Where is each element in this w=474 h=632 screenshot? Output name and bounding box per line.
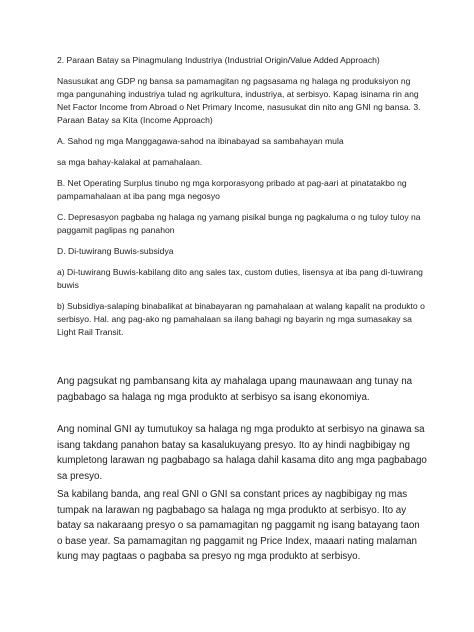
lower-section [57,487,427,565]
item-d-b-subsidiya: b) Subsidiya-salaping binabalikat at binabayaran ng pamahalaan at walang kapalit na produkto o serbisyo. Hal. ang pag-ako ng pamahalaan sa ilang bahagi ng bayarin ng mga sumasakay sa Light Rail Transit. [57,301,425,337]
item-a-sahod: A. Sahod ng mga Manggagawa-sahod na ibinabayad sa sambahayan mula [57,136,344,146]
lower-section [57,374,427,405]
item-b-net-operating-surplus: B. Net Operating Surplus tinubo ng mga korporasyong pribado at pag-aari at pinatatakbo ng pampamahalaan at iba pang mga negosyo [57,178,407,201]
paragraph-nominal-gni: Ang nominal GNI ay tumutukoy sa halaga ng mga produkto at serbisyo na ginawa sa isang takdang panahon batay sa kasalukuyang presyo. Ito ay hindi nagbibigay ng kumpletong larawan ng pagbabago sa halaga dahil kasama dito ang mga pagbabago sa presyo. [57,424,427,482]
paragraph-gdp-industriya: Nasusukat ang GDP ng bansa sa pamamagitan ng pagsasama ng halaga ng produksiyon ng mga pangunahing industriya tulad ng agrikultura, industriya, at serbisyo. Kapag isinama rin ang Net Factor Income from Abroad o Net Primary Income, nasusukat din nito ang GNI ng bansa. 3. Paraan Batay sa Kita (Income Approach) [57,76,421,125]
upper-section [57,54,425,347]
heading-paraan-batay-industriya: 2. Paraan Batay sa Pinagmulang Industriya (Industrial Origin/Value Added Approach) [57,55,380,65]
paragraph-real-gni: Sa kabilang banda, ang real GNI o GNI sa constant prices ay nagbibigay ng mas tumpak na larawan ng pagbabago sa halaga ng mga produkto at serbisyo. Ito ay batay sa nakaraang presyo o sa pamamagitan ng paggamit ng isang batayang taon o base year. Sa pamamagitan ng paggamit ng Price Index, maaari nating malaman kung may pagtaas o pagbaba sa presyo ng mga produkto at serbisyo. [57,489,420,562]
lower-section [57,422,427,484]
item-c-depresasyon: C. Depresasyon pagbaba ng halaga ng yamang pisikal bunga ng pagkaluma o ng tuloy tuloy na paggamit paglipas ng panahon [57,212,421,235]
item-a-continuation: sa mga bahay-kalakal at pamahalaan. [57,157,203,167]
paragraph-pagsukat-kita: Ang pagsukat ng pambansang kita ay mahalaga upang maunawaan ang tunay na pagbabago sa halaga ng mga produkto at serbisyo sa isang ekonomiya. [57,376,413,403]
item-d-di-tuwirang-buwis: D. Di-tuwirang Buwis-subsidya [57,246,174,256]
item-d-a-buwis: a) Di-tuwirang Buwis-kabilang dito ang sales tax, custom duties, lisensya at iba pang di-tuwirang buwis [57,267,423,290]
